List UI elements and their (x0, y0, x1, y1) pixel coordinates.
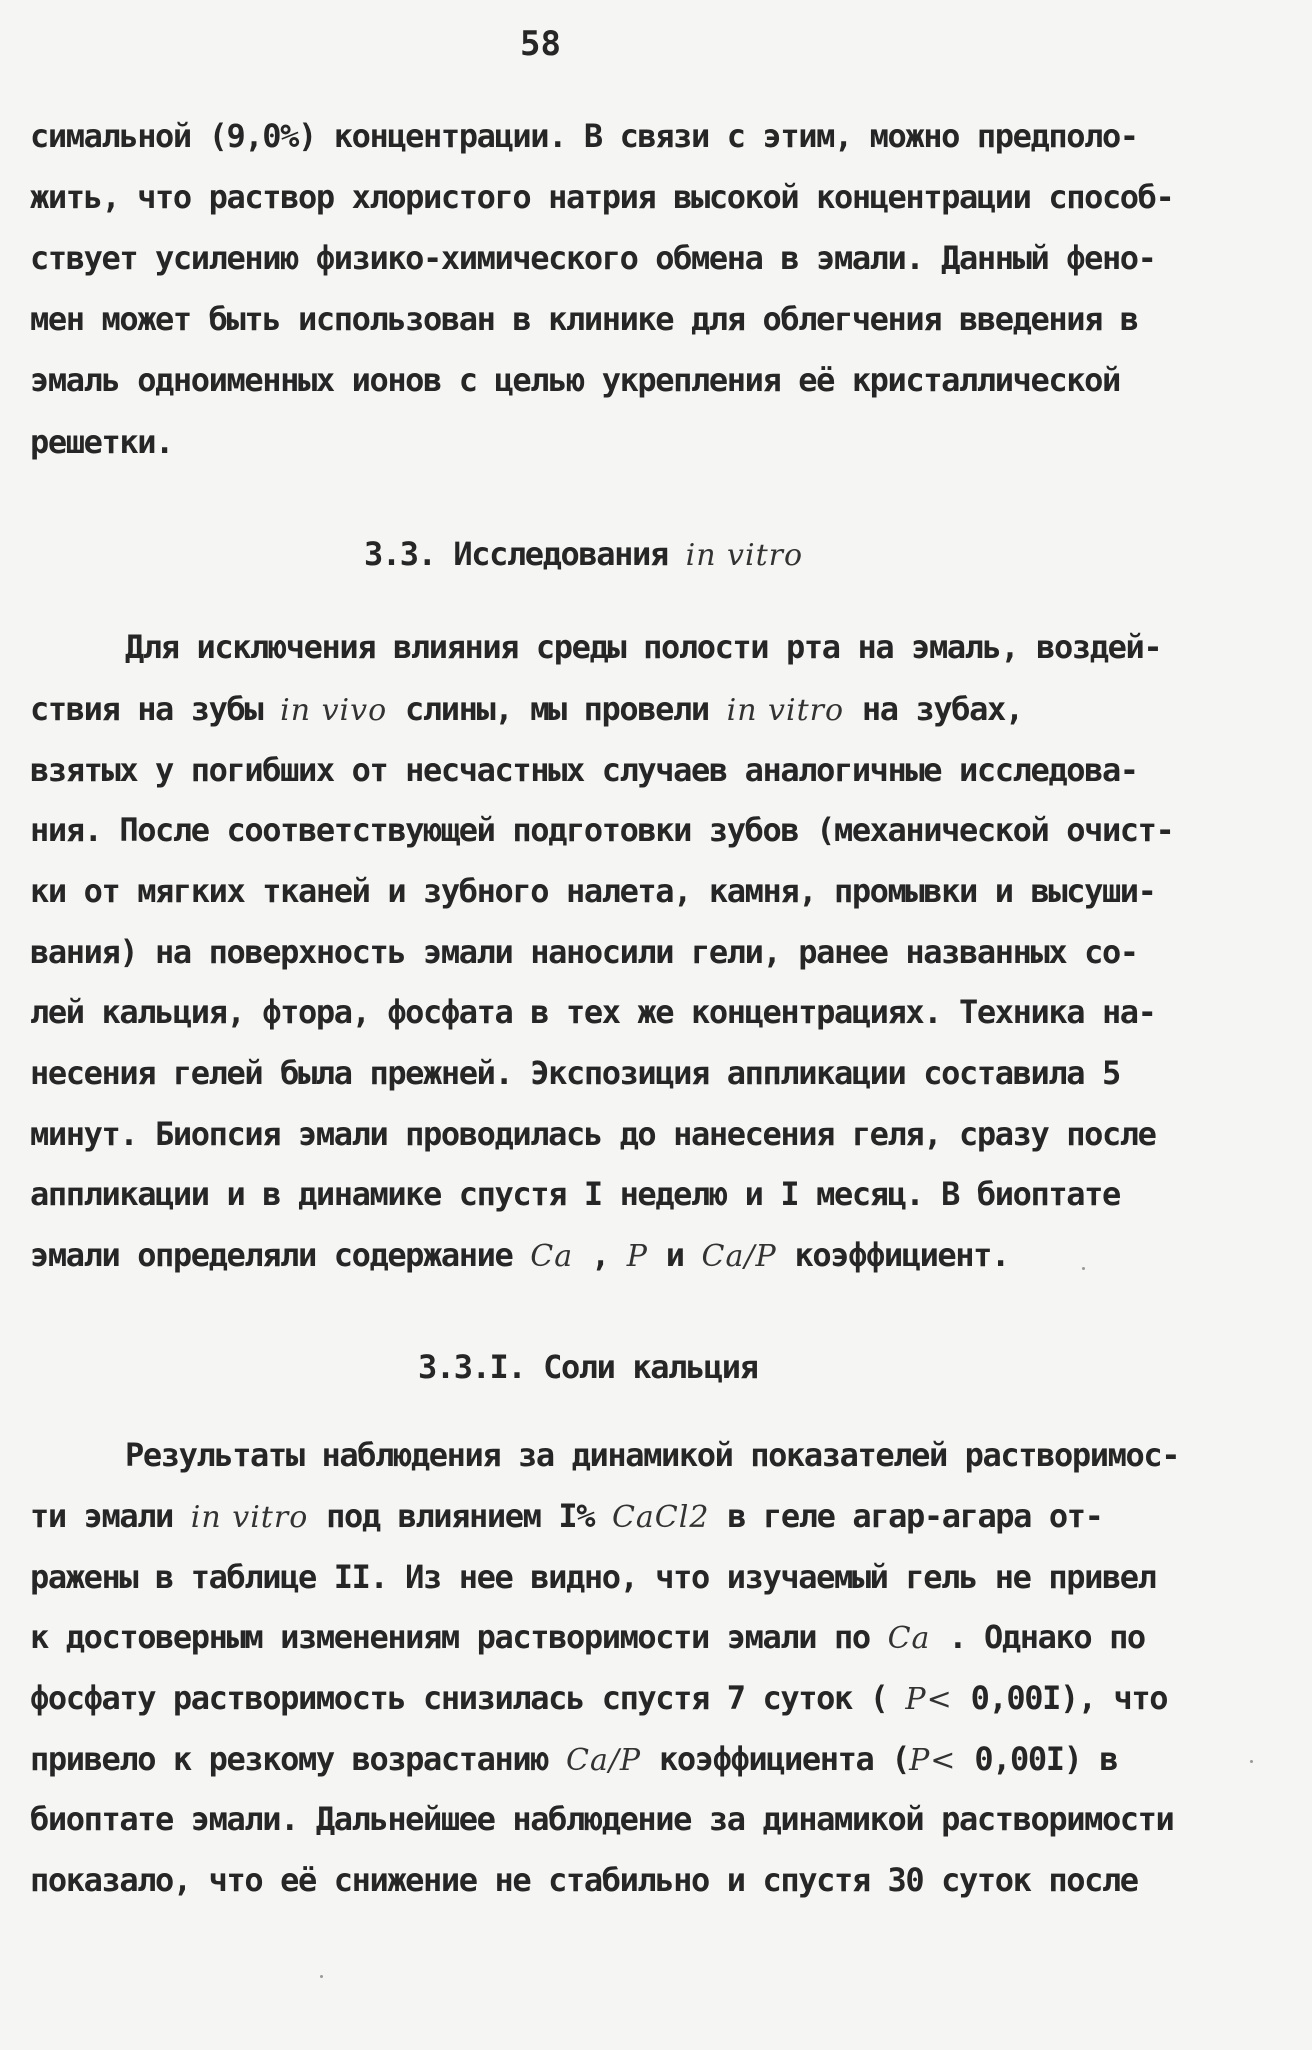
section-heading-3-3-1 (418, 1345, 757, 1389)
text-line: ражены в таблице II. Из нее видно, что изучаемый гель не привел (30, 1558, 1156, 1596)
text-line: показало, что её снижение не стабильно и спустя 30 суток после (30, 1861, 1138, 1899)
text-line: эмаль одноименных ионов с целью укрепления её кристаллической (30, 361, 1120, 399)
text-line: Результаты наблюдения за динамикой показателей растворимос- (125, 1436, 1180, 1474)
handwritten-p-less: P< (905, 1682, 953, 1717)
text-line: несения гелей была прежней. Экспозиция аппликации составила 5 (30, 1054, 1120, 1092)
text-line: симальной (9,0%) концентрации. В связи с этим, можно предполо- (30, 117, 1138, 155)
text-line: Для исключения влияния среды полости рта на эмаль, воздей- (125, 628, 1162, 666)
text-line: решетки. (30, 423, 173, 461)
scan-speck (1082, 1267, 1085, 1270)
section-title: Исследования (453, 535, 668, 573)
section-title: Соли кальция (543, 1348, 758, 1386)
text-line: минут. Биопсия эмали проводилась до нанесения геля, сразу после (30, 1115, 1156, 1153)
text-line: фосфату растворимость снизилась спустя 7 суток ( P< 0,00I), что (30, 1679, 1168, 1717)
handwritten-ca: Ca (530, 1239, 574, 1274)
scan-speck (320, 1975, 323, 1978)
text-line: привело к резкому возрастанию Ca/P коэффициента (P< 0,00I) в (30, 1740, 1118, 1778)
text-line: лей кальция, фтора, фосфата в тех же концентрациях. Техника на- (30, 993, 1156, 1031)
page-number: 58 (520, 24, 561, 64)
text-line: ствия на зубы in vivo слины, мы провели in vitro на зубах, (30, 690, 1023, 728)
text-line: биоптате эмали. Дальнейшее наблюдение за динамикой растворимости (30, 1800, 1174, 1838)
text-line: аппликации и в динамике спустя I неделю и I месяц. В биоптате (30, 1175, 1120, 1213)
section-number: 3.3. (364, 535, 436, 573)
text-line: ки от мягких тканей и зубного налета, камня, промывки и высуши- (30, 872, 1156, 910)
scan-speck (1250, 1760, 1253, 1763)
section-heading-3-3 (364, 532, 803, 576)
handwritten-in-vitro: in vitro (190, 1500, 309, 1535)
handwritten-p-less: P< (909, 1743, 957, 1778)
text-line: мен может быть использован в клинике для облегчения введения в (30, 300, 1138, 338)
text-line: к достоверным изменениям растворимости эмали по Ca . Однако по (30, 1618, 1145, 1656)
handwritten-in-vivo: in vivo (280, 693, 388, 728)
handwritten-ca: Ca (887, 1621, 931, 1656)
text-line: жить, что раствор хлористого натрия высокой концентрации способ- (30, 178, 1174, 216)
text-line: вания) на поверхность эмали наносили гели, ранее названных со- (30, 933, 1138, 971)
text-line: взятых у погибших от несчастных случаев аналогичные исследова- (30, 751, 1138, 789)
handwritten-in-vitro: in vitro (685, 538, 804, 573)
handwritten-cacl2: CaCl2 (611, 1500, 710, 1535)
handwritten-p: P (626, 1239, 648, 1274)
text-line: ствует усилению физико-химического обмена в эмали. Данный фено- (30, 239, 1156, 277)
text-line: ти эмали in vitro под влиянием I% CaCl2 в геле агар-агара от- (30, 1497, 1103, 1535)
handwritten-in-vitro: in vitro (726, 693, 845, 728)
text-line: ния. После соответствующей подготовки зубов (механической очист- (30, 811, 1174, 849)
handwritten-ca-p: Ca/P (565, 1743, 642, 1778)
section-number: 3.3.I. (418, 1348, 526, 1386)
handwritten-ca-p: Ca/P (701, 1239, 777, 1274)
text-line: эмали определяли содержание Ca , P и Ca/P коэффициент. (30, 1236, 1009, 1274)
